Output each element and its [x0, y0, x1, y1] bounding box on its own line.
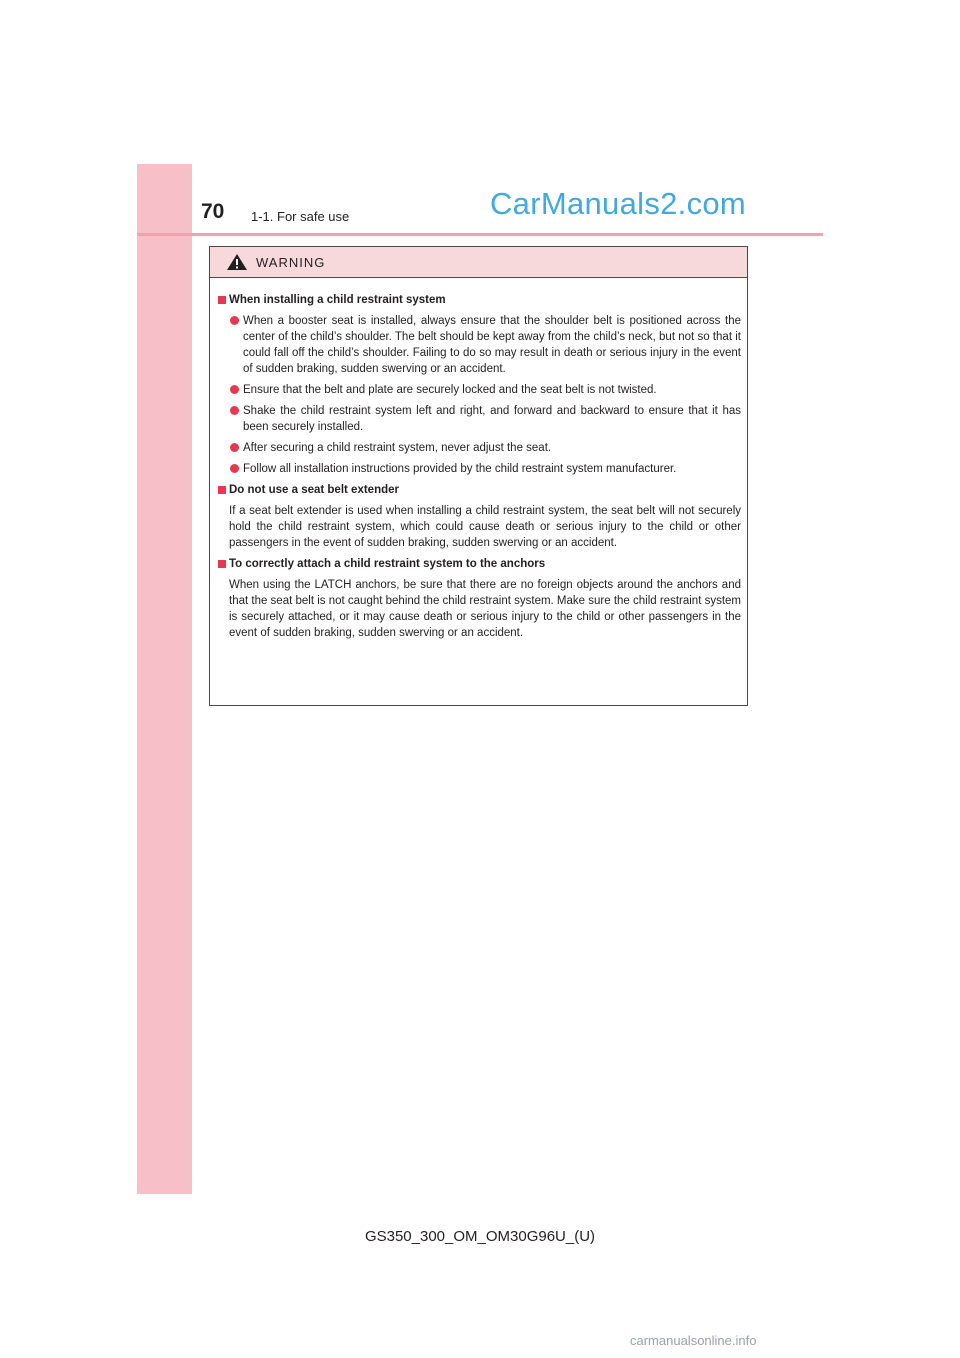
round-bullet-icon: [230, 443, 239, 452]
header-rule: [137, 233, 823, 236]
heading-text: To correctly attach a child restraint system to the anchors: [229, 558, 546, 570]
bullet-text: Shake the child restraint system left and right, and forward and backward to ensure that it has been securely installed.: [243, 405, 741, 433]
round-bullet-icon: [230, 316, 239, 325]
square-bullet-icon: [218, 486, 226, 494]
bullet-item: [218, 403, 741, 435]
bullet-item: [218, 440, 741, 456]
side-band: [137, 164, 192, 1194]
round-bullet-icon: [230, 406, 239, 415]
warning-triangle-icon: [226, 253, 248, 271]
bullet-text: Ensure that the belt and plate are securely locked and the seat belt is not twisted.: [243, 384, 657, 396]
warning-box: [209, 246, 748, 706]
site-watermark-link[interactable]: carmanualsonline.info: [630, 1333, 757, 1348]
bullet-text: After securing a child restraint system, never adjust the seat.: [243, 442, 552, 454]
paragraph: When using the LATCH anchors, be sure that there are no foreign objects around the anchors and that the seat belt is not caught behind the child restraint system. Make sure the child restraint system is securely attached, or it may cause death or serious injury to the child or other passengers in the event of sudden braking, sudden swerving or an accident.: [229, 579, 742, 639]
square-bullet-icon: [218, 296, 226, 304]
footer-code: GS350_300_OM_OM30G96U_(U): [364, 1228, 596, 1245]
page-number: 70: [201, 200, 225, 223]
warning-header: [210, 247, 747, 278]
bullet-item: [218, 382, 741, 398]
round-bullet-icon: [230, 464, 239, 473]
heading-text: When installing a child restraint system: [229, 294, 446, 306]
section-heading: [218, 292, 741, 308]
heading-text: Do not use a seat belt extender: [229, 484, 399, 496]
section-title: 1-1. For safe use: [251, 209, 350, 224]
section-heading: [218, 556, 741, 572]
bullet-text: When a booster seat is installed, always ensure that the shoulder belt is positioned across the center of the child’s shoulder. The belt should be kept away from the child’s neck, but not so that it could fall off the child’s shoulder. Failing to do so may result in death or serious injury in the event of sudden braking, sudden swerving or an accident.: [243, 315, 741, 375]
square-bullet-icon: [218, 560, 226, 568]
warning-label: WARNING: [256, 254, 326, 270]
bullet-text: Follow all installation instructions provided by the child restraint system manufacturer.: [243, 463, 677, 475]
warning-body: [210, 278, 747, 641]
paragraph: If a seat belt extender is used when installing a child restraint system, the seat belt will not securely hold the child restraint system, which could cause death or serious injury to the child or other passengers in the event of sudden braking, sudden swerving or an accident.: [229, 505, 741, 549]
bullet-item: [218, 461, 741, 477]
bullet-item: [218, 313, 741, 377]
section-heading: [218, 482, 741, 498]
watermark-link[interactable]: CarManuals2.com: [490, 186, 747, 221]
round-bullet-icon: [230, 385, 239, 394]
